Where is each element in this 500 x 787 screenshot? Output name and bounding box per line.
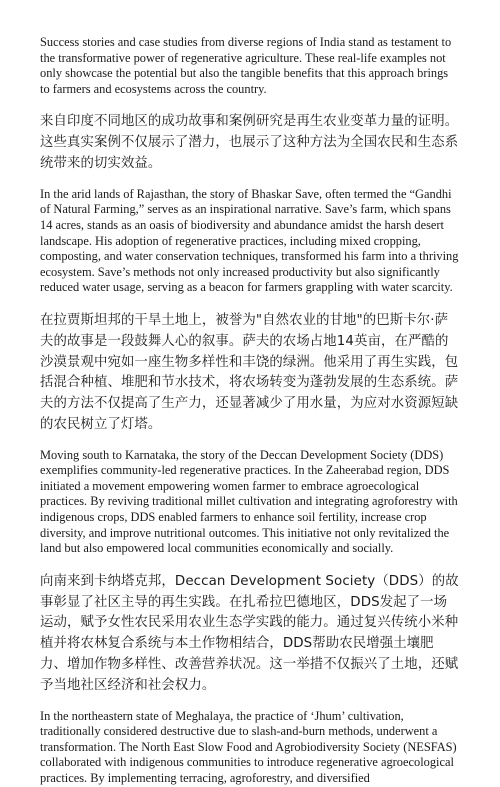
paragraph-karnataka-en: Moving south to Karnataka, the story of the Deccan Development Society (DDS) exemplifies community-led regenerative practices. In the Zaheerabad region, DDS initiated a movement empowering women farmer to embrace agroecological practices. By reviving traditional millet cultivation and integrating agroforestry with indigenous crops, DDS enabled farmers to enhance soil fertility, increase crop diversity, and improve nutritional outcomes. This initiative not only revitalized the land but also empowered local communities economically and socially. xyxy=(40,447,458,556)
paragraph-meghalaya-en: In the northeastern state of Meghalaya, the practice of ‘Jhum’ cultivation, traditionally considered destructive due to slash-and-burn methods, underwent a transformation. The North East Slow Food and Agrobiodiversity Society (NESFAS) collaborated with indigenous communities to introduce regenerative agroecological practices. By implementing terracing, agroforestry, and diversified xyxy=(40,708,457,786)
paragraph-rajasthan-zh: 在拉贾斯坦邦的干旱土地上，被誉为"自然农业的甘地"的巴斯卡尔·萨夫的故事是一段鼓舞人心的叙事。萨夫的农场占地14英亩，在严酷的沙漠景观中宛如一座生物多样性和丰饶的绿洲。他采用了再生实践，包括混合种植、堆肥和节水技术，将农场转变为蓬勃发展的生态系统。萨夫的方法不仅提高了生产力，还显著减少了用水量，为应对水资源短缺的农民树立了灯塔。 xyxy=(40,312,459,432)
paragraph-karnataka-zh: 向南来到卡纳塔克邦，Deccan Development Society（DDS）的故事彰显了社区主导的再生实践。在扎希拉巴德地区，DDS发起了一场运动，赋予女性农民采用农业生态学实践的能力。通过复兴传统小米种植并将农林复合系统与本土作物相结合，DDS帮助农民增强土壤肥力、增加作物多样性、改善营养状况。这一举措不仅振兴了土地，还赋予当地社区经济和社会权力。 xyxy=(40,573,459,693)
paragraph-intro-en: Success stories and case studies from diverse regions of India stand as testament to the transformative power of regenerative agriculture. These real-life examples not only showcase the potential but also the tangible benefits that this approach brings to farmers and ecosystems across the country. xyxy=(40,35,452,96)
paragraph-rajasthan-en: In the arid lands of Rajasthan, the story of Bhaskar Save, often termed the “Gandhi of Natural Farming,” serves as an inspirational narrative. Save’s farm, which spans 14 acres, stands as an oasis of biodiversity and abundance amidst the harsh desert landscape. His adoption of regenerative practices, including mixed cropping, composting, and water conservation techniques, transformed his farm into a thriving ecosystem. Save’s methods not only increased productivity but also significantly reduced water usage, serving as a beacon for farmers grappling with water scarcity. xyxy=(40,186,459,295)
paragraph-intro-zh: 来自印度不同地区的成功故事和案例研究是再生农业变革力量的证明。这些真实案例不仅展示了潜力，也展示了这种方法为全国农民和生态系统带来的切实效益。 xyxy=(40,114,459,171)
